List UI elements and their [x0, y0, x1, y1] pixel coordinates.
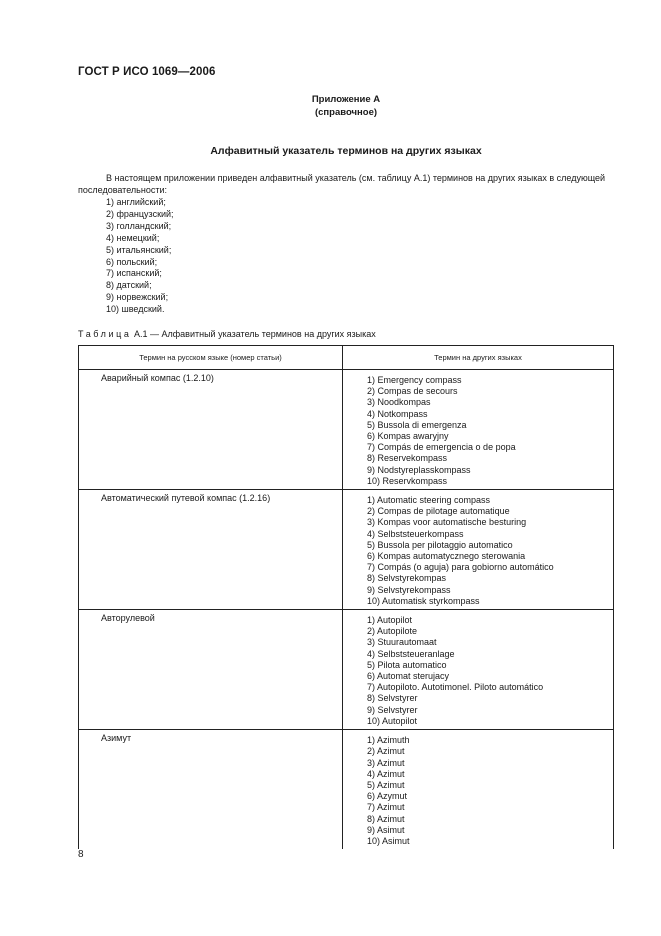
table-header-row — [79, 346, 614, 370]
foreign-term: 7) Compás (o aguja) para gobiorno automático — [367, 562, 554, 573]
table-row — [79, 730, 614, 850]
foreign-term: 2) Compas de pilotage automatique — [367, 506, 510, 517]
language-item: 7) испанский; — [106, 268, 162, 279]
foreign-term: 10) Automatisk styrkompass — [367, 595, 480, 606]
foreign-term: 10) Reservkompass — [367, 475, 448, 486]
language-item: 5) итальянский; — [106, 244, 172, 255]
intro-paragraph: В настоящем приложении приведен алфавитный указатель (см. таблицу А.1) терминов на других языках в следующей последовательности: — [78, 173, 606, 195]
language-item: 8) датский; — [106, 280, 152, 291]
table-caption — [78, 329, 376, 339]
table-caption-prefix: Таблица — [78, 329, 132, 339]
table-row — [79, 490, 614, 610]
language-item: 1) английский; — [106, 197, 166, 207]
foreign-term: 2) Azimut — [367, 746, 405, 757]
foreign-term: 5) Azimut — [367, 779, 405, 790]
foreign-term: 4) Selbststeuerkompass — [367, 528, 464, 539]
language-item: 3) голландский; — [106, 220, 172, 231]
annex-title: Приложение А — [311, 94, 381, 105]
foreign-terms — [343, 730, 614, 850]
foreign-term: 10) Asimut — [367, 835, 410, 846]
foreign-term: 6) Kompas awaryjny — [367, 431, 449, 442]
header-russian-term: Термин на русском языке (номер статьи) — [79, 346, 343, 370]
standard-number: ГОСТ Р ИСО 1069—2006 — [78, 66, 216, 78]
foreign-term: 6) Azymut — [367, 791, 408, 802]
annex-note: (справочное) — [314, 107, 378, 118]
foreign-term: 8) Selvstyrekompas — [367, 573, 447, 584]
language-item: 4) немецкий; — [106, 232, 160, 243]
foreign-terms — [343, 370, 614, 490]
foreign-term: 4) Notkompass — [367, 408, 428, 419]
section-title: Алфавитный указатель терминов на других языках — [210, 145, 482, 157]
foreign-term: 7) Compás de emergencia o de popa — [367, 442, 516, 453]
foreign-term: 9) Nodstyreplasskompass — [367, 464, 471, 475]
foreign-term: 1) Autopilot — [367, 615, 413, 626]
foreign-term: 4) Selbststeueranlage — [367, 648, 455, 659]
foreign-term-list — [343, 370, 613, 489]
foreign-term: 5) Pilota automatico — [367, 659, 447, 670]
table-row — [79, 610, 614, 730]
language-item: 10) шведский. — [106, 304, 165, 315]
foreign-term: 9) Selvstyrekompass — [367, 584, 451, 595]
foreign-term: 8) Selvstyrer — [367, 693, 418, 704]
foreign-term: 3) Azimut — [367, 757, 405, 768]
foreign-term: 3) Noodkompas — [367, 397, 431, 408]
foreign-term-list — [343, 610, 613, 729]
foreign-term: 2) Compas de secours — [367, 386, 458, 397]
foreign-term: 8) Reservekompass — [367, 453, 448, 464]
foreign-term: 3) Stuurautomaat — [367, 637, 437, 648]
foreign-term: 1) Automatic steering compass — [367, 495, 491, 506]
russian-term: Аварийный компас (1.2.10) — [79, 370, 343, 490]
table-row — [79, 370, 614, 490]
language-item: 9) норвежский; — [106, 292, 169, 303]
foreign-terms — [343, 490, 614, 610]
header-other-languages: Термин на других языках — [343, 346, 614, 370]
foreign-term: 7) Autopiloto. Autotimonel. Piloto automático — [367, 682, 544, 693]
language-item: 6) польский; — [106, 256, 158, 267]
foreign-term: 6) Automat sterujacy — [367, 671, 450, 682]
russian-term: Авторулевой — [79, 610, 343, 730]
foreign-term: 9) Selvstyrer — [367, 704, 418, 715]
foreign-term-list — [343, 730, 613, 849]
foreign-term: 10) Autopilot — [367, 715, 418, 726]
foreign-term: 9) Asimut — [367, 824, 405, 835]
foreign-term: 5) Bussola di emergenza — [367, 419, 467, 430]
foreign-term: 7) Azimut — [367, 802, 405, 813]
language-item: 2) французский; — [106, 208, 174, 219]
foreign-term: 6) Kompas automatycznego sterowania — [367, 551, 526, 562]
foreign-term: 1) Azimuth — [367, 735, 410, 746]
foreign-term: 3) Kompas voor automatische besturing — [367, 517, 527, 528]
foreign-terms — [343, 610, 614, 730]
foreign-term: 2) Autopilote — [367, 626, 418, 637]
foreign-term-list — [343, 490, 613, 609]
foreign-term: 8) Azimut — [367, 813, 405, 824]
foreign-term: 4) Azimut — [367, 768, 405, 779]
russian-term: Азимут — [79, 730, 343, 850]
terms-table — [78, 345, 614, 849]
page-number: 8 — [78, 849, 84, 860]
foreign-term: 1) Emergency compass — [367, 375, 462, 385]
table-caption-text: А.1 — Алфавитный указатель терминов на других языках — [131, 329, 376, 339]
foreign-term: 5) Bussola per pilotaggio automatico — [367, 539, 513, 550]
russian-term: Автоматический путевой компас (1.2.16) — [79, 490, 343, 610]
language-list — [106, 197, 174, 316]
